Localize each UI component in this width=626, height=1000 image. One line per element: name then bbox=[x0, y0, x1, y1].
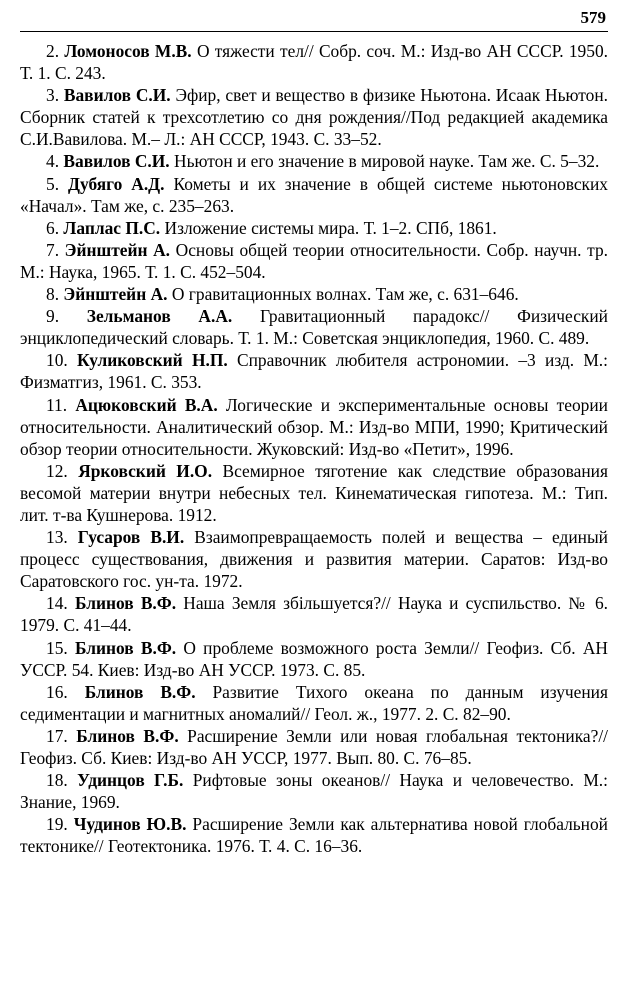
reference-author: Чудинов Ю.В. bbox=[73, 814, 187, 835]
reference-item bbox=[20, 217, 608, 239]
reference-item bbox=[20, 681, 608, 725]
reference-number: 16. bbox=[46, 681, 68, 702]
reference-number: 8. bbox=[46, 284, 60, 305]
reference-number: 11. bbox=[46, 394, 68, 415]
reference-list bbox=[20, 40, 608, 857]
reference-text: Расширение Земли или новая глобальная тектоника?// Геофиз. Сб. Киев: Изд-во АН УССР, 1977. Вып. 80. С. 76–85. bbox=[20, 725, 608, 768]
reference-number: 19. bbox=[46, 814, 68, 835]
reference-author: Ломоносов М.В. bbox=[64, 41, 192, 61]
reference-text: Эфир, свет и вещество в физике Ньютона. Исаак Ньютон. Сборник статей к трехсотлетию со дня рождения//Под редакцией академика С.И.Вавилова. М.– Л.: АН СССР, 1943. С. 33–52. bbox=[20, 85, 608, 150]
reference-text: Взаимопревращаемость полей и вещества – единый процесс существования, движения и развития материи. Саратов: Изд-во Саратовского гос. ун-та. 1972. bbox=[20, 527, 608, 592]
reference-text: О проблеме возможного роста Земли// Геофиз. Сб. АН УССР. 54. Киев: Изд-во АН УССР. 1973. С. 85. bbox=[20, 637, 608, 680]
reference-text: Гравитационный парадокс// Физический энциклопедический словарь. Т. 1. М.: Советская энциклопедия, 1960. С. 489. bbox=[20, 306, 608, 349]
reference-item bbox=[20, 769, 608, 813]
reference-item bbox=[20, 725, 608, 769]
reference-item bbox=[20, 460, 608, 526]
reference-author: Вавилов С.И. bbox=[63, 85, 171, 106]
page-number: 579 bbox=[580, 8, 606, 27]
reference-text: Всемирное тяготение как следствие образования весомой материи внутри небесных тел. Кинематическая гипотеза. М.: Тип. лит. т-ва Кушнерова. 1912. bbox=[20, 460, 608, 525]
reference-number: 5. bbox=[46, 173, 60, 194]
reference-author: Блинов В.Ф. bbox=[84, 681, 196, 702]
reference-text: О тяжести тел// Собр. соч. М.: Изд-во АН СССР. 1950. Т. 1. С. 243. bbox=[20, 41, 608, 84]
reference-author: Зельманов А.А. bbox=[86, 306, 233, 327]
reference-item bbox=[20, 150, 608, 172]
reference-text: Ньютон и его значение в мировой науке. Там же. С. 5–32. bbox=[174, 151, 600, 172]
reference-author: Ярковский И.О. bbox=[78, 460, 213, 481]
reference-item bbox=[20, 637, 608, 681]
reference-author: Эйнштейн А. bbox=[64, 239, 171, 260]
reference-author: Эйнштейн А. bbox=[63, 284, 168, 305]
reference-number: 13. bbox=[46, 527, 68, 548]
reference-item bbox=[20, 526, 608, 592]
reference-number: 4. bbox=[46, 151, 60, 172]
reference-number: 3. bbox=[46, 85, 60, 106]
reference-text: Расширение Земли как альтернатива новой глобальной тектонике// Геотектоника. 1976. Т. 4. С. 16–36. bbox=[20, 814, 608, 857]
reference-number: 17. bbox=[46, 725, 68, 746]
reference-text: Развитие Тихого океана по данным изучения седиментации и магнитных аномалий// Геол. ж., 1977. 2. С. 82–90. bbox=[20, 681, 608, 724]
reference-number: 15. bbox=[46, 637, 68, 658]
reference-item bbox=[20, 239, 608, 283]
reference-text: Рифтовые зоны океанов// Наука и человечество. М.: Знание, 1969. bbox=[20, 770, 608, 813]
reference-text: Кометы и их значение в общей системе ньютоновских «Начал». Там же, с. 235–263. bbox=[20, 173, 608, 216]
reference-number: 7. bbox=[46, 239, 60, 260]
reference-text: Основы общей теории относительности. Собр. научн. тр. М.: Наука, 1965. Т. 1. С. 452–504. bbox=[20, 239, 608, 282]
reference-number: 18. bbox=[46, 770, 68, 791]
reference-author: Блинов В.Ф. bbox=[76, 725, 179, 746]
reference-item bbox=[20, 349, 608, 393]
reference-number: 9. bbox=[46, 306, 60, 327]
reference-number: 12. bbox=[46, 460, 68, 481]
reference-text: Логические и экспериментальные основы теории относительности. Аналитический обзор. М.: Изд-во МПИ, 1990; Критический обзор теории относительности. Жуковский: Изд-во «Петит», 1996. bbox=[20, 394, 608, 459]
reference-number: 10. bbox=[46, 350, 68, 371]
reference-author: Ацюковский В.А. bbox=[75, 394, 218, 415]
reference-text: О гравитационных волнах. Там же, с. 631–646. bbox=[171, 284, 519, 305]
reference-item bbox=[20, 813, 608, 857]
reference-item bbox=[20, 40, 608, 84]
reference-author: Удинцов Г.Б. bbox=[77, 770, 184, 791]
reference-author: Лаплас П.С. bbox=[63, 217, 161, 238]
reference-author: Блинов В.Ф. bbox=[74, 637, 177, 658]
reference-author: Блинов В.Ф. bbox=[74, 593, 177, 614]
reference-number: 2. bbox=[46, 41, 60, 61]
reference-number: 14. bbox=[46, 593, 68, 614]
reference-item bbox=[20, 283, 608, 305]
reference-author: Куликовский Н.П. bbox=[77, 350, 228, 371]
reference-item bbox=[20, 305, 608, 349]
reference-item bbox=[20, 173, 608, 217]
reference-item bbox=[20, 394, 608, 460]
reference-author: Дубяго А.Д. bbox=[68, 173, 165, 194]
reference-author: Гусаров В.И. bbox=[77, 527, 185, 548]
header-rule bbox=[20, 31, 608, 32]
reference-number: 6. bbox=[46, 217, 60, 238]
reference-text: Справочник любителя астрономии. –3 изд. М.: Физматгиз, 1961. С. 353. bbox=[20, 350, 608, 393]
reference-author: Вавилов С.И. bbox=[63, 151, 170, 172]
reference-text: Наша Земля збільшуется?// Наука и суспильство. № 6. 1979. С. 41–44. bbox=[20, 593, 608, 636]
reference-text: Изложение системы мира. Т. 1–2. СПб, 1861. bbox=[164, 217, 497, 238]
reference-item bbox=[20, 592, 608, 636]
reference-item bbox=[20, 84, 608, 150]
